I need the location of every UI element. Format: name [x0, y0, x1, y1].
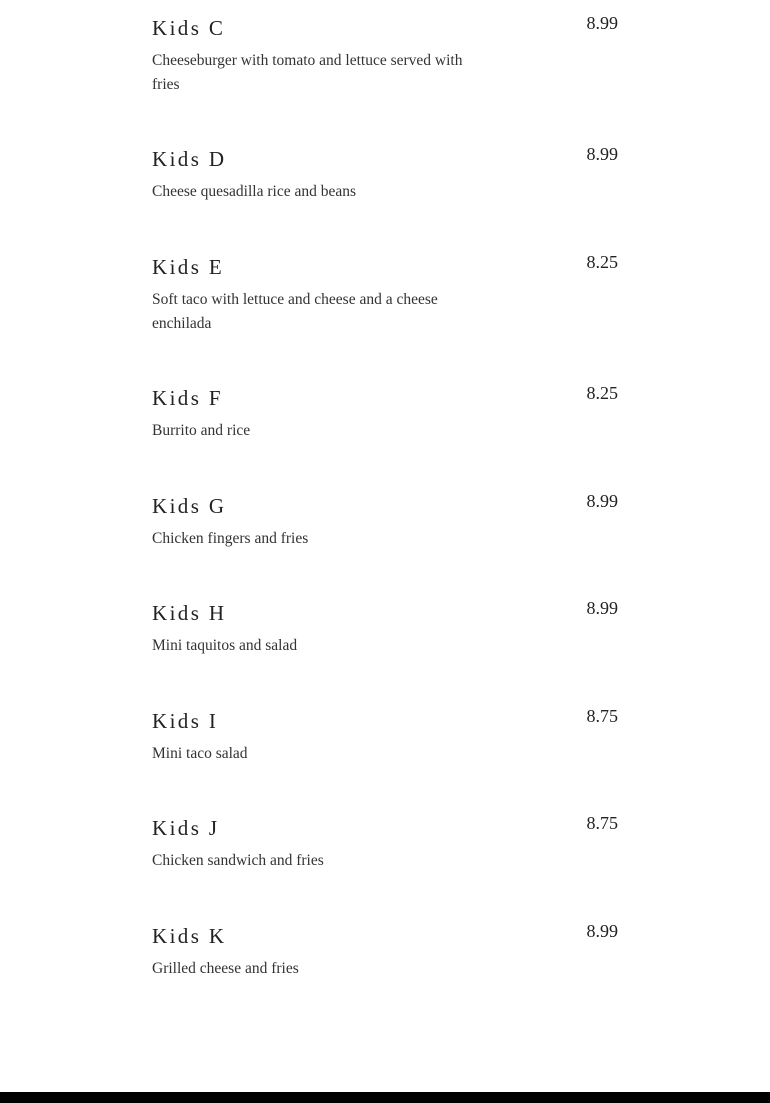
menu-item-name: Kids J	[152, 816, 220, 840]
menu-item-name: Kids C	[152, 16, 226, 40]
menu-item-price: 8.99	[586, 921, 618, 941]
menu-item-name: Kids E	[152, 255, 225, 279]
footer-bar	[0, 1092, 770, 1103]
menu-item-price: 8.75	[586, 813, 618, 833]
menu-item-price: 8.99	[586, 598, 618, 618]
menu-item-description: Mini taco salad	[152, 745, 248, 762]
menu-item-price: 8.25	[586, 383, 618, 403]
menu-item-name: Kids G	[152, 494, 227, 518]
menu-item-description: Grilled cheese and fries	[152, 960, 299, 977]
menu-item-description: Chicken sandwich and fries	[152, 852, 324, 869]
menu-item-description: Cheese quesadilla rice and beans	[152, 183, 356, 200]
menu-item-price: 8.75	[586, 706, 618, 726]
menu-item-price: 8.25	[586, 252, 618, 272]
menu-item-name: Kids F	[152, 386, 224, 410]
menu-item-name: Kids D	[152, 147, 227, 171]
menu-item-price: 8.99	[586, 491, 618, 511]
menu-item-description: Burrito and rice	[152, 422, 251, 439]
menu-item-description: Chicken fingers and fries	[152, 530, 309, 547]
menu-item-description: Cheeseburger with tomato and lettuce served with fries	[152, 52, 463, 93]
menu-item-name: Kids H	[152, 601, 227, 625]
menu-item-name: Kids I	[152, 709, 219, 733]
menu-item-description: Soft taco with lettuce and cheese and a cheese enchilada	[152, 291, 438, 332]
menu-item-name: Kids K	[152, 924, 227, 948]
menu-item-price: 8.99	[586, 144, 618, 164]
menu-item-description: Mini taquitos and salad	[152, 637, 298, 654]
menu-item-price: 8.99	[586, 13, 618, 33]
